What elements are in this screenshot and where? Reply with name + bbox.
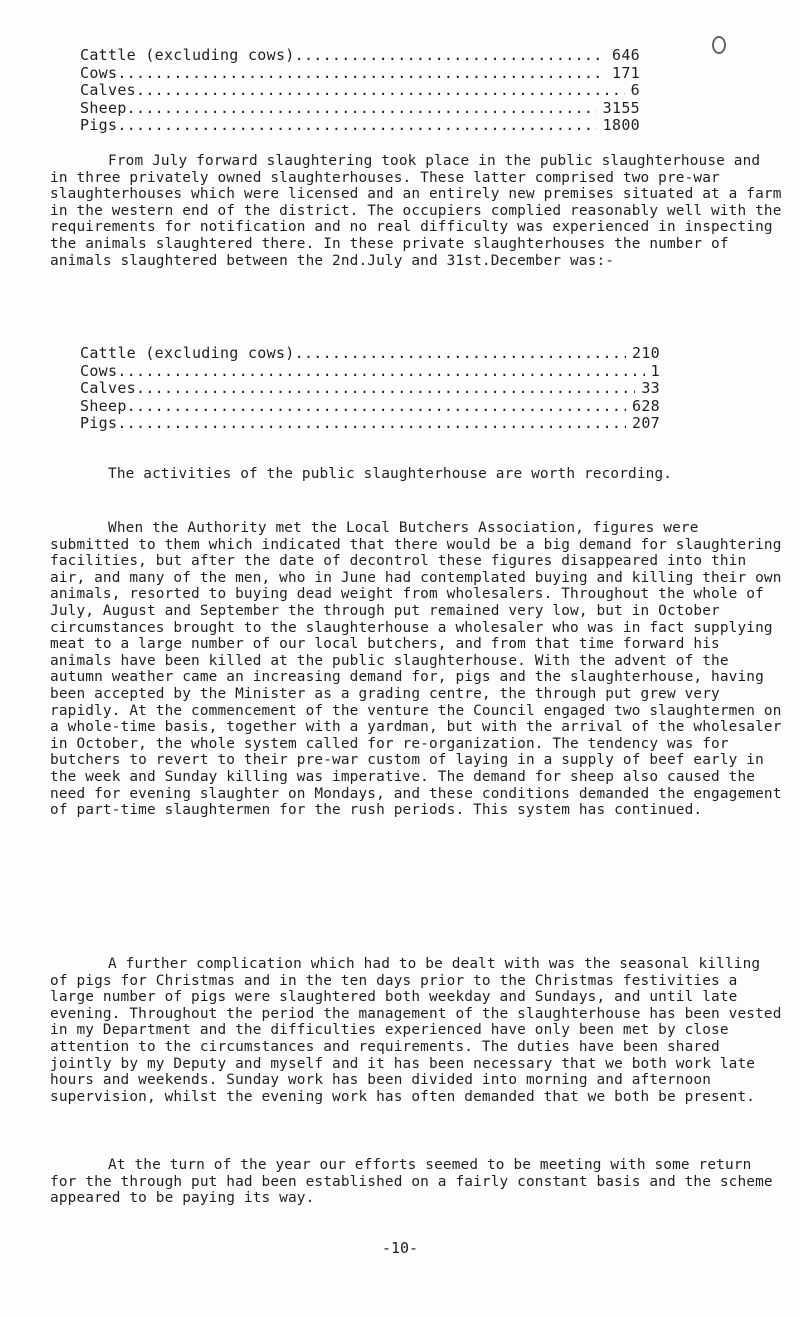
table-row: Sheep ..... 628 bbox=[80, 398, 660, 416]
table-row: Cows ..... 171 bbox=[80, 65, 640, 83]
slaughter-table-public bbox=[80, 47, 640, 135]
table-row: Calves ..... 6 bbox=[80, 82, 640, 100]
table-row: Pigs ..... 1800 bbox=[80, 117, 640, 135]
table-row: Cattle (excluding cows) ..... 646 bbox=[80, 47, 640, 65]
table-row: Pigs ..... 207 bbox=[80, 415, 660, 433]
slaughter-table-private bbox=[80, 345, 660, 433]
table-row: Cattle (excluding cows) ..... 210 bbox=[80, 345, 660, 363]
table-row: Calves ..... 33 bbox=[80, 380, 660, 398]
table-row: Cows ..... 1 bbox=[80, 363, 660, 381]
paragraph-turn-of-year: At the turn of the year our efforts seemed to be meeting with some return for the through put had been established on a fairly constant basis and the scheme appeared to be paying its way. bbox=[50, 1157, 773, 1207]
circle-mark-icon bbox=[712, 36, 726, 54]
paragraph-activities: The activities of the public slaughterhouse are worth recording. bbox=[108, 466, 673, 482]
page-number: -10- bbox=[381, 1239, 419, 1257]
paragraph-butchers-association: When the Authority met the Local Butchers Association, figures were submitted to them which indicated that there would be a big demand for slaughtering facilities, but after the date of decontrol these figures disappeared into thin air, and many of the men, who in June had contemplated buying and killing their own animals, resorted to buying dead weight from wholesalers. Throughout the whole of July, August and September the through put remained very low, but in October circumstances brought to the slaughterhouse a wholesaler who was in fact supplying meat to a large number of our local butchers, and from that time forward his animals have been killed at the public slaughterhouse. With the advent of the autumn weather came an increasing demand for, pigs and the slaughterhouse, having been accepted by the Minister as a grading centre, the through put grew very rapidly. At the commencement of the venture the Council engaged two slaughtermen on a whole-time basis, together with a yardman, but with the arrival of the wholesaler in October, the whole system called for re-organization. The tendency was for butchers to revert to their pre-war custom of laying in a supply of beef early in the week and Sunday killing was imperative. The demand for sheep also caused the need for evening slaughter on Mondays, and these conditions demanded the engagement of part-time slaughtermen for the rush periods. This system has continued. bbox=[50, 520, 782, 819]
paragraph-private-slaughterhouses: From July forward slaughtering took place in the public slaughterhouse and in three privately owned slaughterhouses. These latter comprised two pre-war slaughterhouses which were licensed and an entirely new premises situated at a farm in the western end of the district. The occupiers complied reasonably well with the requirements for notification and no real difficulty was experienced in inspecting the animals slaughtered there. In these private slaughterhouses the number of animals slaughtered between the 2nd.July and 31st.December was:- bbox=[50, 153, 782, 269]
table-row: Sheep ..... 3155 bbox=[80, 100, 640, 118]
paragraph-christmas-killing: A further complication which had to be dealt with was the seasonal killing of pigs for Christmas and in the ten days prior to the Christmas festivities a large number of pigs were slaughtered both weekday and Sundays, and until late evening. Throughout the period the management of the slaughterhouse has been vested in my Department and the difficulties experienced have only been met by close attention to the circumstances and requirements. The duties have been shared jointly by my Deputy and myself and it has been necessary that we both work late hours and weekends. Sunday work has been divided into morning and afternoon supervision, whilst the evening work has often demanded that we both be present. bbox=[50, 956, 782, 1105]
